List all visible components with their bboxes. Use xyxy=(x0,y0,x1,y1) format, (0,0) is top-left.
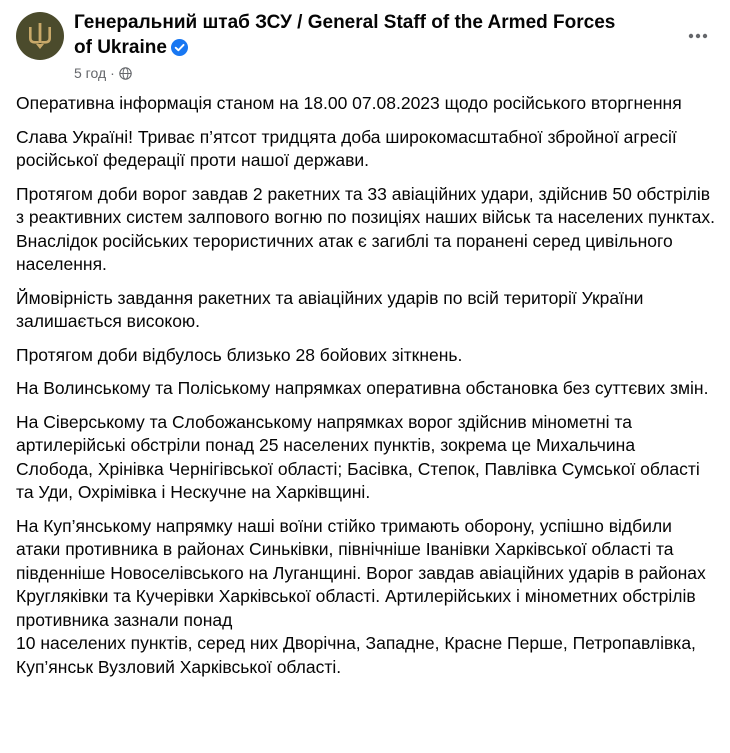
post-paragraph: На Сіверському та Слобожанському напрямках ворог здійснив мінометні та артилерійські обстріли понад 25 населених пунктів, зокрема це Михальчина Слобода, Хрінівка Чернігівської області; Басівка, Степок, Павлівка Сумської області та Уди, Охрімівка і Нескучне на Харківщині. xyxy=(16,411,700,502)
post-paragraph-title: Оперативна інформація станом на 18.00 07.08.2023 щодо російського вторгнення xyxy=(16,93,682,113)
post-paragraph: 10 населених пунктів, серед них Дворічна, Западне, Красне Перше, Петропавлівка, Куп’янськ Вузловий Харківської області. xyxy=(16,633,696,677)
post-paragraph: Протягом доби відбулось близько 28 бойових зіткнень. xyxy=(16,344,463,365)
post-author-name[interactable]: Генеральний штаб ЗСУ / General Staff of the Armed Forces of Ukraine xyxy=(74,12,616,58)
post-header xyxy=(16,10,716,86)
verified-badge-icon xyxy=(171,39,188,56)
post-meta xyxy=(74,64,132,82)
post-paragraph: На Волинському та Поліському напрямках оперативна обстановка без суттєвих змін. xyxy=(16,378,709,398)
globe-icon[interactable] xyxy=(119,67,132,80)
meta-separator: · xyxy=(110,65,115,81)
post-message xyxy=(16,92,716,689)
avatar[interactable] xyxy=(16,12,64,60)
post-paragraph: Протягом доби ворог завдав 2 ракетних та 33 авіаційних удари, здійснив 50 обстрілів з реактивних систем залпового вогню по позиціях наших військ та населених пунктах. Внаслідок російських терористичних атак є загиблі та поранені серед цивільного населення. xyxy=(16,183,715,274)
post-timestamp[interactable]: 5 год xyxy=(74,65,107,81)
trident-emblem-icon xyxy=(25,21,55,51)
more-horizontal-icon xyxy=(686,24,710,48)
post-paragraph: Слава Україні! Триває п’ятсот тридцята доба широкомасштабної збройної агресії російської федерації проти нашої держави. xyxy=(16,126,677,170)
post-author[interactable] xyxy=(74,10,634,60)
more-options-button[interactable] xyxy=(680,18,716,54)
post-paragraph: На Куп’янському напрямку наші воїни стійко тримають оборону, успішно відбили атаки противника в районах Синьківки, північніше Іванівки Харківської області та південніше Новоселівського на Луганщині. Ворог завдав авіаційних ударів в районах Кругляківки та Кучерівки Харківської області. Артилерійських і мінометних обстрілів противника зазнали понад xyxy=(16,515,706,630)
post-paragraph: Ймовірність завдання ракетних та авіаційних ударів по всій території України залишається високою. xyxy=(16,287,644,331)
